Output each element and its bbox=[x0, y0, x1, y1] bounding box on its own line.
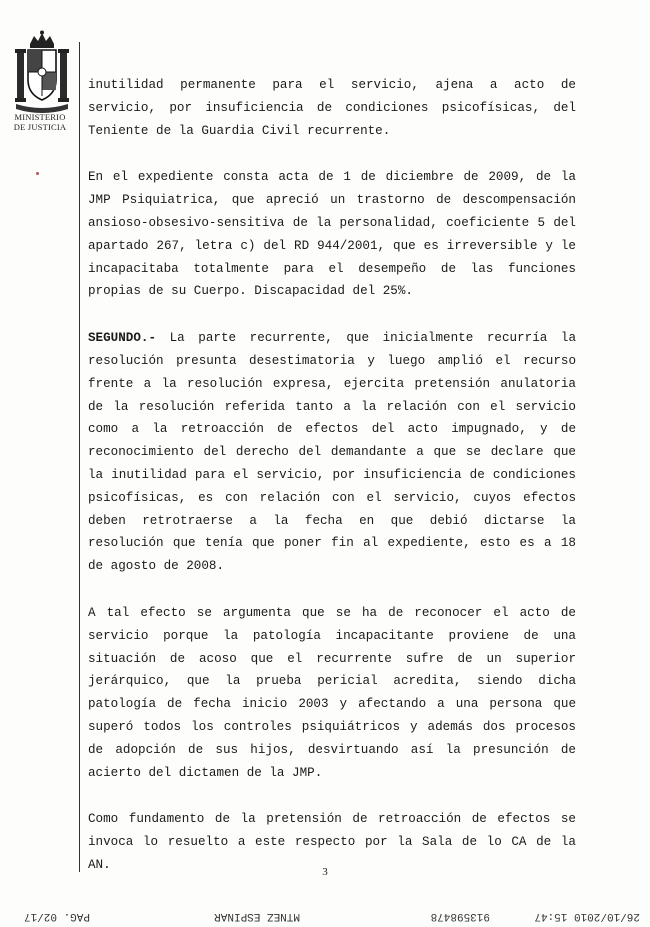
document-body bbox=[88, 74, 576, 877]
fax-transmission-header bbox=[0, 906, 650, 922]
margin-rule bbox=[79, 42, 80, 872]
margin-mark bbox=[36, 172, 39, 175]
fax-sender: MTNEZ ESPINAR bbox=[214, 910, 300, 922]
paragraph-3-text: La parte recurrente, que inicialmente recurría la resolución presunta desestimatoria y luego amplió el recurso frente a la resolución expresa, ejercita pretensión anulatoria de la resolución referida tanto a la relación con el servicio como a la retroacción de efectos del acto impugnado, y de reconocimiento del derecho del demandante a que se declare que la inutilidad para el servicio, por insuficiencia de condiciones psicofísicas, es con relación con el servicio, cuyos efectos deben retrotraerse a la fecha en que debió dictarse la resolución que tenía que poner fin al expediente, esto es a 18 de agosto de 2008. bbox=[88, 331, 576, 574]
paragraph-3 bbox=[88, 327, 576, 578]
ministry-label-line2: DE JUSTICIA bbox=[13, 122, 67, 132]
fax-datetime: 26/10/2010 15:47 bbox=[534, 910, 640, 922]
paragraph-2: En el expediente consta acta de 1 de diciembre de 2009, de la JMP Psiquiatrica, que apreció un trastorno de descompensación ansioso-obsesivo-sensitiva de la personalidad, coeficiente 5 del apartado 267, letra c) del RD 944/2001, que es irreversible y le incapacitaba totalmente para el desempeño de las funciones propias de su Cuerpo. Discapacidad del 25%. bbox=[88, 170, 576, 299]
paragraph-1: inutilidad permanente para el servicio, ajena a acto de servicio, por insuficiencia de condiciones psicofísicas, del Teniente de la Guardia Civil recurrente. bbox=[88, 78, 576, 138]
paragraph-5: Como fundamento de la pretensión de retroacción de efectos se invoca lo resuelto a este respecto por la Sala de lo CA de la AN. bbox=[88, 812, 576, 872]
ministry-label-line1: MINISTERIO bbox=[14, 112, 66, 122]
page-number: 3 bbox=[322, 866, 328, 878]
fax-page: PAG. 02/17 bbox=[23, 910, 90, 922]
section-heading-segundo: SEGUNDO.- bbox=[88, 331, 157, 346]
paragraph-4: A tal efecto se argumenta que se ha de reconocer el acto de servicio porque la patología incapacitante proviene de una situación de acoso que el recurrente sufre de un superior jerárquico, que la prueba pericial acredita, siendo dicha patología de fecha inicio 2003 y afectando a una persona que superó todos los controles psiquiátricos y además dos procesos de adopción de sus hijos, desvirtuando así la presunción de acierto del dictamen de la JMP. bbox=[88, 605, 576, 780]
ministry-label bbox=[0, 112, 80, 132]
coat-of-arms-logo bbox=[14, 30, 70, 114]
fax-number: 913598478 bbox=[430, 910, 490, 922]
